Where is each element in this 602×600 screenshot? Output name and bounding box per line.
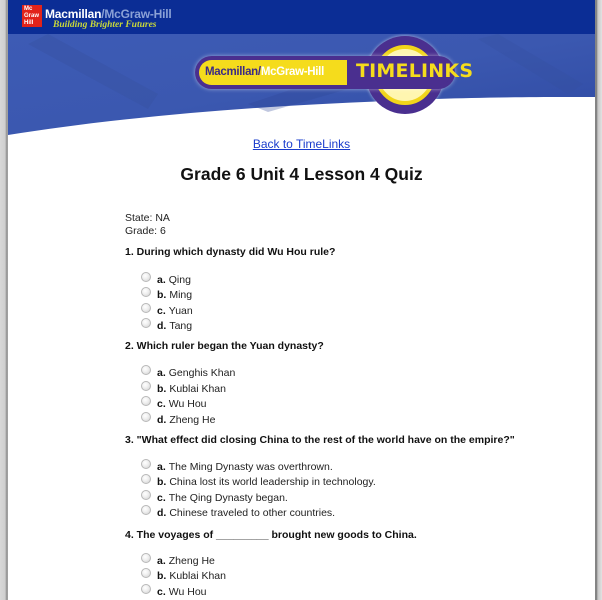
option-2a[interactable] — [141, 366, 235, 380]
option-letter: c. — [157, 492, 166, 504]
option-letter: a. — [157, 461, 166, 473]
mcgraw-hill-logo-icon — [22, 5, 42, 27]
radio-button[interactable] — [141, 381, 151, 391]
option-text: The Ming Dynasty was overthrown. — [168, 461, 333, 473]
question-4: 4. The voyages of _________ brought new goods to China. — [125, 529, 417, 541]
banner — [8, 34, 595, 144]
option-4b[interactable] — [141, 569, 226, 583]
option-text: Wu Hou — [168, 398, 207, 410]
option-text: Chinese traveled to other countries. — [169, 507, 336, 519]
radio-button[interactable] — [141, 459, 151, 469]
option-text: Yuan — [168, 305, 193, 317]
option-letter: a. — [157, 555, 166, 567]
option-3d[interactable] — [141, 506, 335, 520]
window-frame-left — [0, 0, 8, 600]
option-letter: b. — [157, 383, 167, 395]
radio-button[interactable] — [141, 505, 151, 515]
option-2c[interactable] — [141, 397, 207, 411]
window-frame-right — [595, 0, 602, 600]
option-1b[interactable] — [141, 288, 192, 302]
radio-button[interactable] — [141, 272, 151, 282]
radio-button[interactable] — [141, 474, 151, 484]
logo-timelinks-text: TIMELINKS — [356, 60, 474, 82]
question-1: 1. During which dynasty did Wu Hou rule? — [125, 246, 336, 258]
quiz-meta — [125, 212, 170, 237]
option-text: China lost its world leadership in technology. — [169, 476, 376, 488]
option-2d[interactable] — [141, 413, 215, 427]
radio-button[interactable] — [141, 396, 151, 406]
option-letter: b. — [157, 476, 167, 488]
page — [8, 0, 595, 600]
page-title: Grade 6 Unit 4 Lesson 4 Quiz — [180, 164, 423, 184]
header-bar — [8, 0, 595, 34]
option-4c[interactable] — [141, 585, 207, 599]
option-letter: b. — [157, 289, 167, 301]
option-letter: c. — [157, 305, 166, 317]
option-3b[interactable] — [141, 475, 376, 489]
option-1a[interactable] — [141, 273, 191, 287]
radio-button[interactable] — [141, 318, 151, 328]
option-text: Zheng He — [169, 414, 216, 426]
option-letter: d. — [157, 320, 167, 332]
option-letter: c. — [157, 586, 166, 598]
brand-mark-line: Hill — [24, 20, 34, 26]
state-label: State: NA — [125, 212, 170, 224]
brand-name-primary: Macmillan — [45, 7, 102, 21]
question-3: 3. "What effect did closing China to the rest of the world have on the empire?" — [125, 434, 515, 446]
brand-mark-line: Graw — [24, 13, 40, 19]
radio-button[interactable] — [141, 553, 151, 563]
option-text: Zheng He — [168, 555, 215, 567]
logo-text-mcgraw: McGraw-Hill — [260, 66, 324, 78]
back-link-container — [8, 137, 595, 151]
option-text: Kublai Khan — [169, 570, 226, 582]
radio-button[interactable] — [141, 490, 151, 500]
option-text: Kublai Khan — [169, 383, 226, 395]
option-3c[interactable] — [141, 491, 288, 505]
back-to-timelinks-link[interactable]: Back to TimeLinks — [252, 137, 351, 151]
option-text: Tang — [169, 320, 193, 332]
brand-name — [45, 7, 172, 21]
radio-button[interactable] — [141, 365, 151, 375]
option-letter: d. — [157, 414, 167, 426]
option-text: Genghis Khan — [168, 367, 236, 379]
option-2b[interactable] — [141, 382, 226, 396]
option-1d[interactable] — [141, 319, 192, 333]
question-2: 2. Which ruler began the Yuan dynasty? — [125, 340, 324, 352]
grade-label: Grade: 6 — [125, 224, 166, 237]
radio-button[interactable] — [141, 584, 151, 594]
radio-button[interactable] — [141, 568, 151, 578]
brand-name-secondary: /McGraw-Hill — [101, 7, 172, 21]
option-text: The Qing Dynasty began. — [168, 492, 288, 504]
brand-tagline: Building Brighter Futures — [53, 20, 157, 30]
radio-button[interactable] — [141, 287, 151, 297]
option-4a[interactable] — [141, 554, 215, 568]
option-letter: d. — [157, 507, 167, 519]
brand-mark-line: Mc — [24, 6, 33, 12]
option-letter: b. — [157, 570, 167, 582]
option-letter: a. — [157, 367, 166, 379]
option-letter: a. — [157, 274, 166, 286]
option-text: Wu Hou — [168, 586, 207, 598]
option-text: Qing — [168, 274, 191, 286]
option-text: Ming — [169, 289, 193, 301]
option-3a[interactable] — [141, 460, 333, 474]
logo-publisher-text — [205, 66, 324, 78]
logo-text-macmillan: Macmillan/ — [205, 66, 261, 78]
radio-button[interactable] — [141, 412, 151, 422]
radio-button[interactable] — [141, 303, 151, 313]
option-1c[interactable] — [141, 304, 193, 318]
option-letter: c. — [157, 398, 166, 410]
banner-background — [8, 34, 595, 144]
